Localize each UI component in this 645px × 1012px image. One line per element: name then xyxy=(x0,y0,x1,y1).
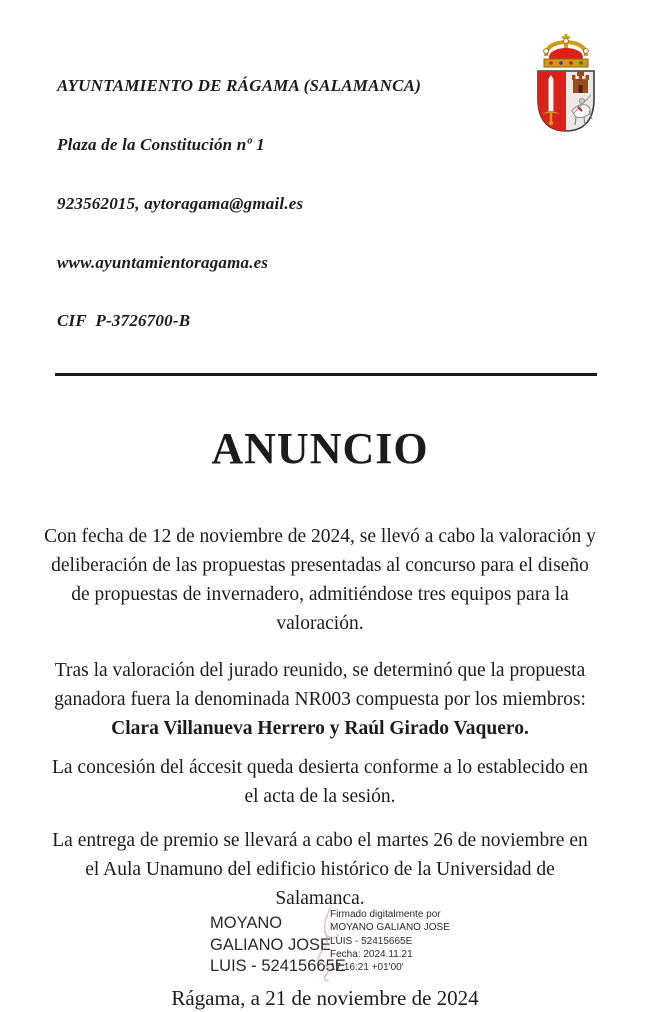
announcement-paragraph-3: La concesión del áccesit queda desierta conforme a lo establecido en el acta de la sesión. xyxy=(51,757,588,808)
digital-signature-block xyxy=(0,907,640,981)
announcement-paragraph-1: Con fecha de 12 de noviembre de 2024, se llevó a cabo la valoración y deliberación de las propuestas presentadas al concurso para el diseño de propuestas de invernadero, admitiéndose tres equipos para la valoración. xyxy=(44,526,596,635)
page-title: ANUNCIO xyxy=(211,424,429,474)
org-phone-email: 923562015, aytoragama@gmail.es xyxy=(57,193,304,213)
org-address: Plaza de la Constitución nº 1 xyxy=(57,134,265,154)
header-divider xyxy=(55,373,597,376)
org-name: AYUNTAMIENTO DE RÁGAMA (SALAMANCA) xyxy=(57,76,422,96)
announcement-paragraph-2 xyxy=(44,656,596,743)
date-line: Rágama, a 21 de noviembre de 2024 xyxy=(171,986,479,1011)
org-cif: CIF P-3726700-B xyxy=(57,311,191,331)
signature-details: Firmado digitalmente por MOYANO GALIANO JOSE LUIS - 52415665E Fecha: 2024.11.21 17:16:21 +01'00' xyxy=(330,909,450,974)
announcement-paragraph-4: La entrega de premio se llevará a cabo el martes 26 de noviembre en el Aula Unamuno del edificio histórico de la Universidad de Salamanca. xyxy=(52,830,588,910)
signer-name: MOYANO GALIANO JOSE LUIS - 52415665E xyxy=(210,914,346,976)
winners-names: Clara Villanueva Herrero y Raúl Girado Vaquero. xyxy=(111,718,529,740)
paragraph-2-text: Tras la valoración del jurado reunido, se determinó que la propuesta ganadora fuera la denominada NR003 compuesta por los miembros: xyxy=(54,660,586,711)
coat-of-arms-icon xyxy=(534,33,598,133)
org-website: www.ayuntamientoragama.es xyxy=(57,252,269,272)
letterhead xyxy=(0,0,640,370)
